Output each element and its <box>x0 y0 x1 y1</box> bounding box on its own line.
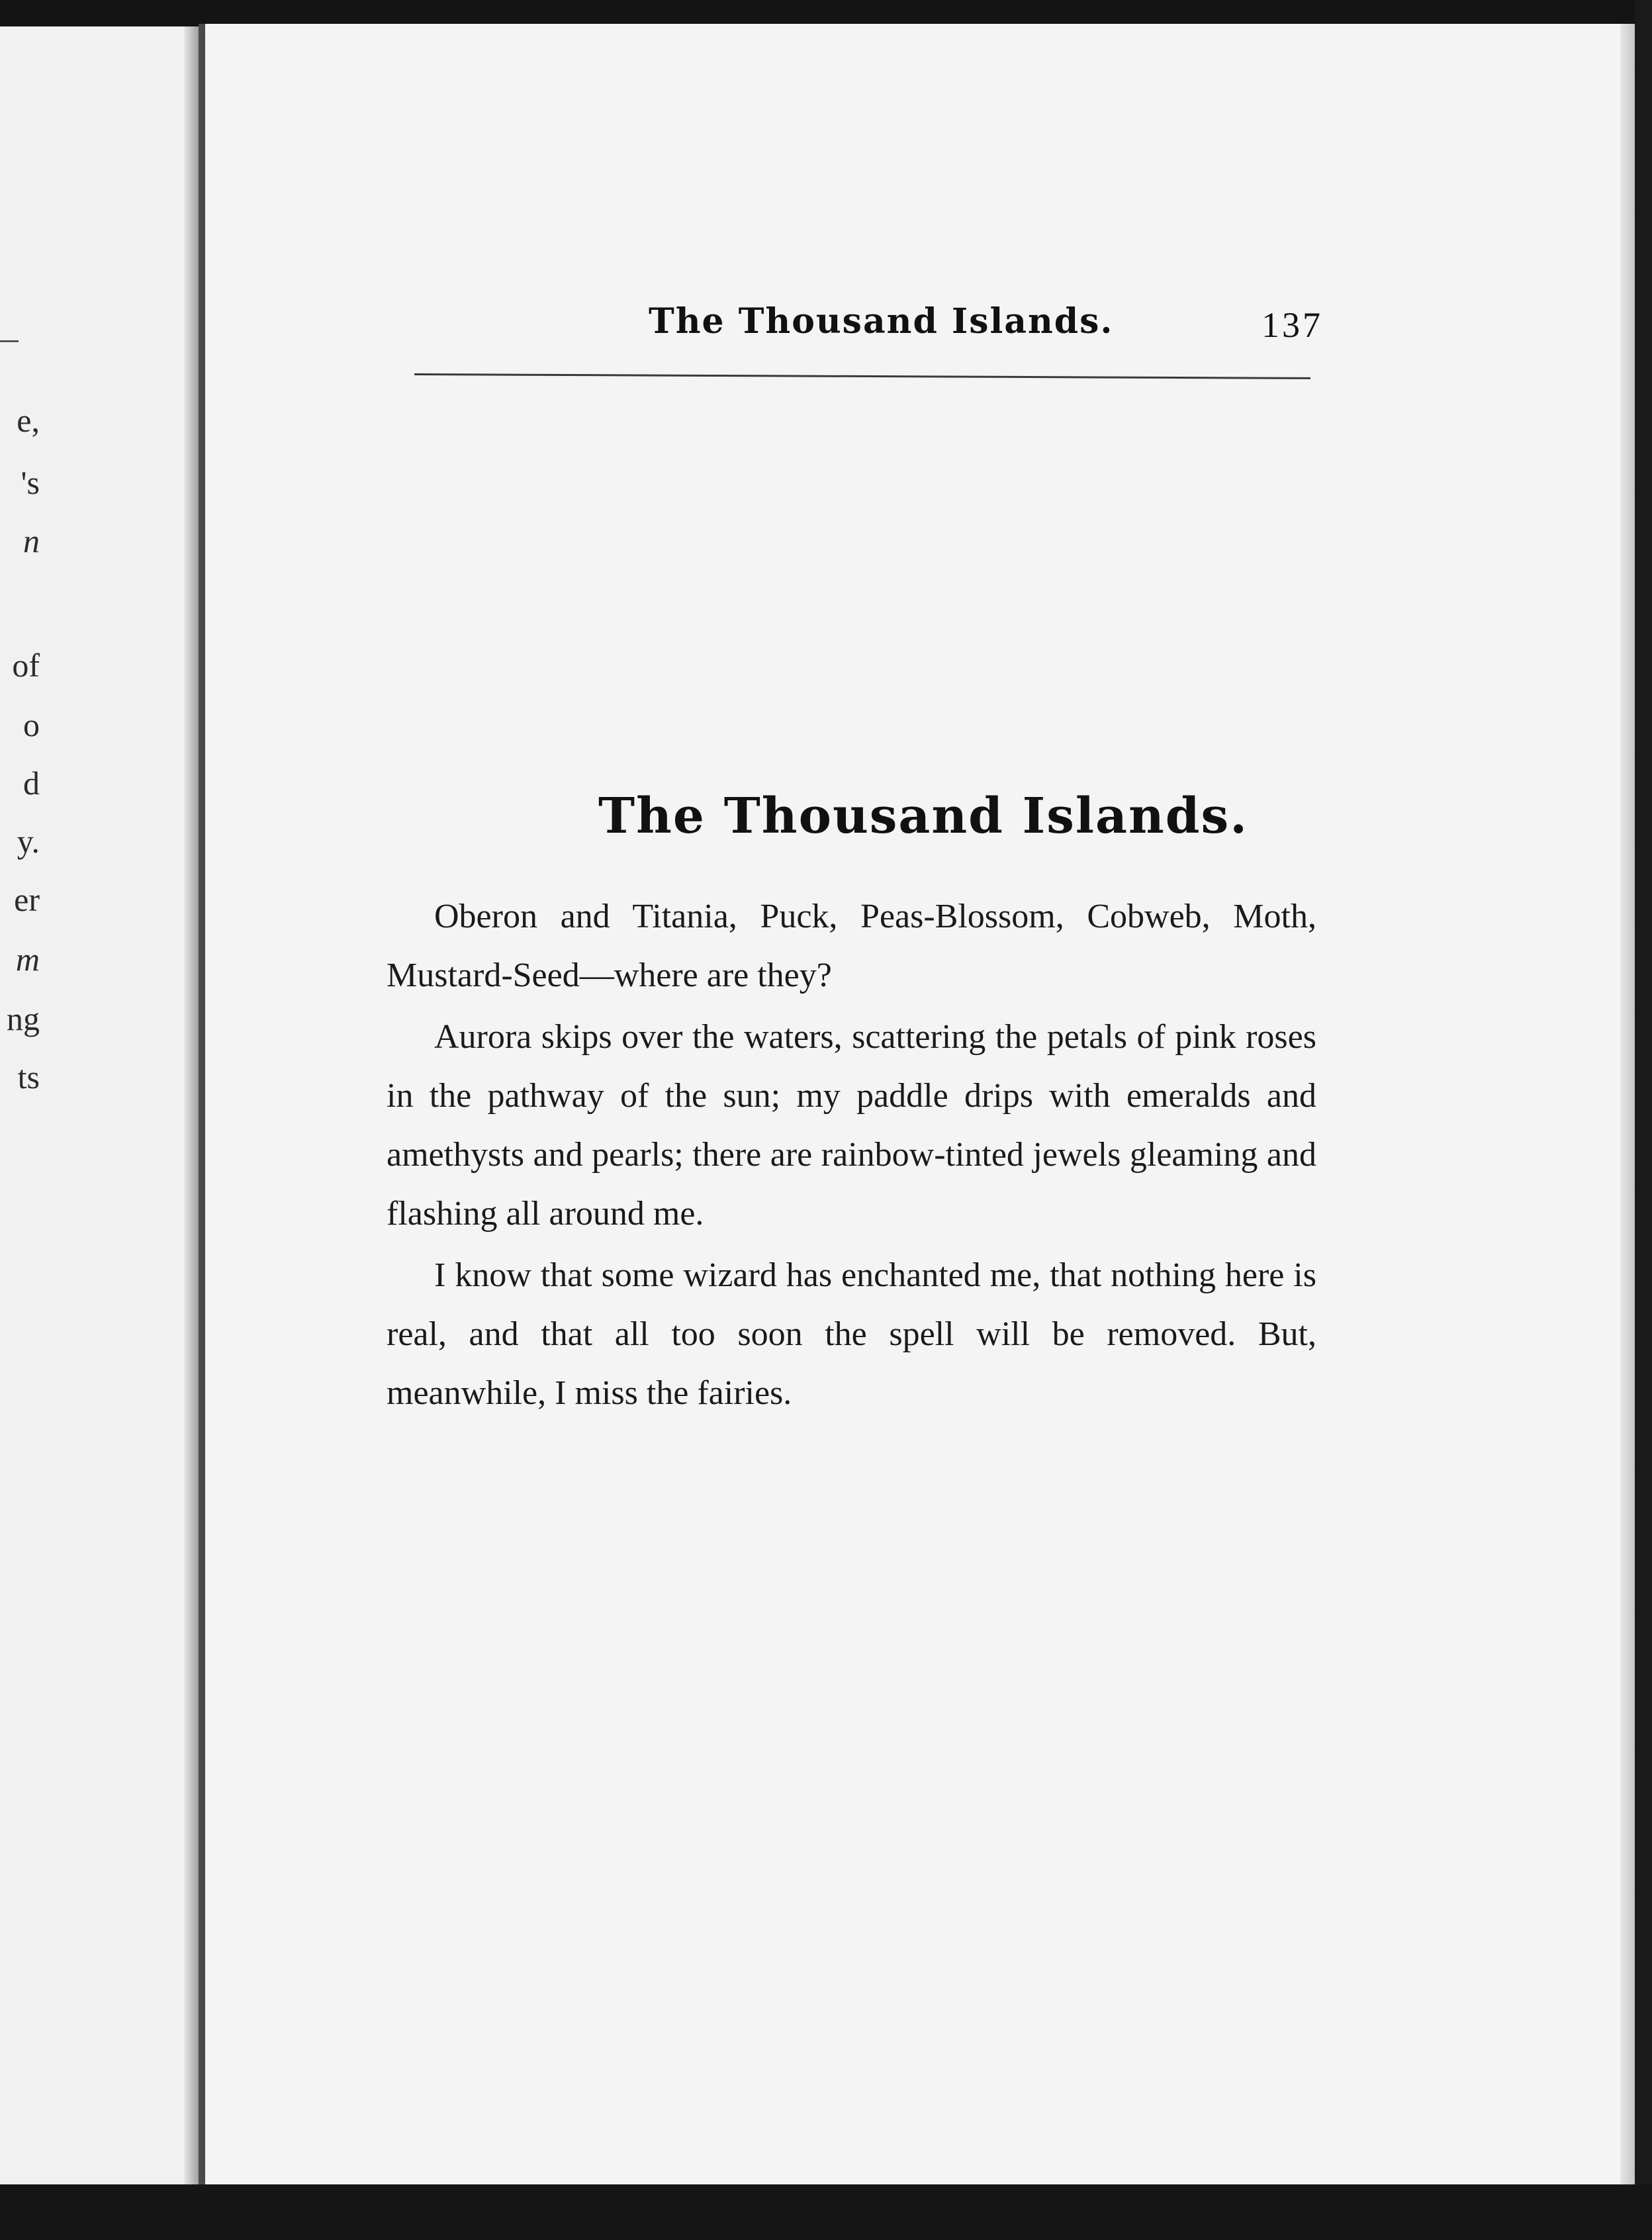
running-head: The Thousand Islands. <box>649 301 1114 342</box>
scanner-bottom-border <box>0 2184 1652 2240</box>
previous-page-fragment: ts <box>17 1058 40 1096</box>
previous-page-fragment: d <box>23 765 40 802</box>
paragraph: Aurora skips over the waters, scattering the petals of pink roses in the pathway of the sun; my paddle drips with emeralds and amethysts and pearls; there are rainbow-tinted jewels gleaming and flashing all around me. <box>387 1018 1316 1233</box>
previous-page-fragment: of <box>12 647 40 684</box>
scanner-right-border <box>1635 0 1652 2240</box>
previous-page-fragment: n <box>23 522 40 559</box>
previous-page-edge <box>0 26 210 2187</box>
scanner-top-border <box>0 0 1652 26</box>
previous-page-fragment: er <box>14 881 40 918</box>
chapter-title: The Thousand Islands. <box>598 788 1248 845</box>
paragraph: Oberon and Titania, Puck, Peas-Blossom, Cobweb, Moth, Mustard-Seed—where are they? <box>387 898 1316 994</box>
previous-page-fragment: o <box>23 706 40 743</box>
paragraph: I know that some wizard has enchanted me, that nothing here is real, and that all too soon the spell will be removed. But, meanwhile, I miss the fairies. <box>387 1256 1316 1412</box>
previous-page-fragment: y. <box>17 823 40 860</box>
previous-page-fragment: m <box>15 941 40 978</box>
previous-page-fragment: ng <box>7 1000 40 1037</box>
body-text <box>387 887 1316 1425</box>
page-number: 137 <box>1262 305 1323 345</box>
previous-page-fragment: 's <box>21 464 40 501</box>
previous-page-dash <box>0 340 19 342</box>
previous-page-fragment: e, <box>17 402 40 439</box>
